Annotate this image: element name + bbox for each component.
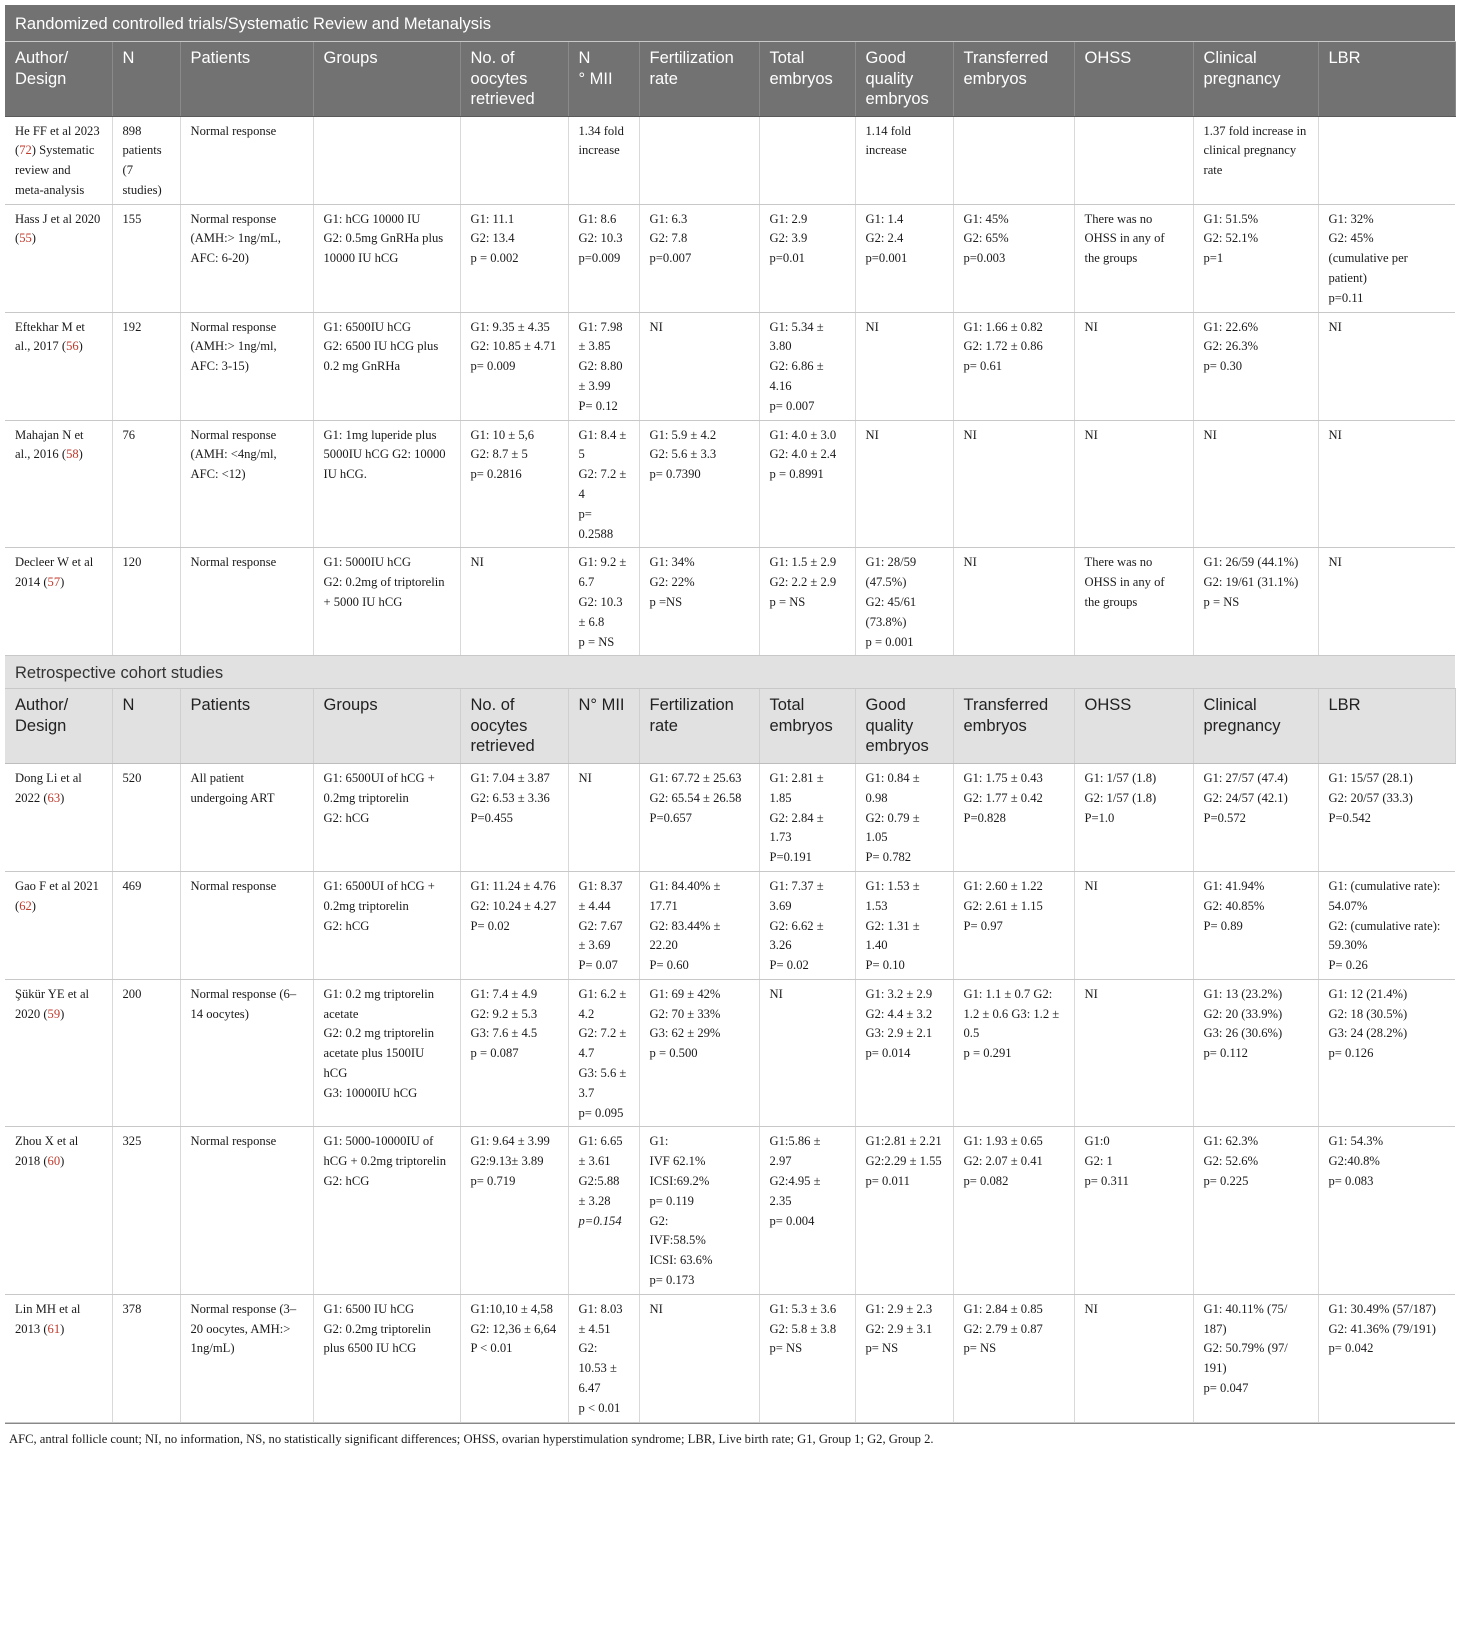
cell-oocytes: G1: 9.64 ± 3.99 G2:9.13± 3.89 p= 0.719 <box>460 1127 568 1294</box>
cell-clinical-pregnancy: NI <box>1193 420 1318 548</box>
cell-fertilization <box>639 116 759 204</box>
cell-transferred: G1: 1.93 ± 0.65 G2: 2.07 ± 0.41 p= 0.082 <box>953 1127 1074 1294</box>
cell-lbr: G1: 15/57 (28.1) G2: 20/57 (33.3) P=0.542 <box>1318 763 1455 871</box>
table-row <box>5 979 1455 1127</box>
cell-transferred: G1: 1.75 ± 0.43 G2: 1.77 ± 0.42 P=0.828 <box>953 763 1074 871</box>
cell-oocytes: G1: 7.4 ± 4.9 G2: 9.2 ± 5.3 G3: 7.6 ± 4.5 p = 0.087 <box>460 979 568 1127</box>
column-header-n: N <box>112 42 180 117</box>
cell-good-quality: G1: 3.2 ± 2.9 G2: 4.4 ± 3.2 G3: 2.9 ± 2.1 p= 0.014 <box>855 979 953 1127</box>
cell-total-embryos: NI <box>759 979 855 1127</box>
cell-author: Hass J et al 2020 (55) <box>5 204 112 312</box>
cell-clinical-pregnancy: G1: 62.3% G2: 52.6% p= 0.225 <box>1193 1127 1318 1294</box>
cell-fertilization: NI <box>639 1294 759 1422</box>
section-title: Retrospective cohort studies <box>5 656 1455 689</box>
table-row <box>5 204 1455 312</box>
cell-n: 325 <box>112 1127 180 1294</box>
cell-mii: G1: 8.4 ± 5 G2: 7.2 ± 4 p= 0.2588 <box>568 420 639 548</box>
cell-groups: G1: 5000IU hCG G2: 0.2mg of triptorelin + 5000 IU hCG <box>313 548 460 656</box>
cell-mii: G1: 8.6 G2: 10.3 p=0.009 <box>568 204 639 312</box>
cell-n: 76 <box>112 420 180 548</box>
cell-ohss: NI <box>1074 312 1193 420</box>
column-header-oocytes: No. of oocytes retrieved <box>460 689 568 764</box>
cell-ohss: NI <box>1074 871 1193 979</box>
cell-ohss <box>1074 116 1193 204</box>
cell-good-quality: G1: 1.4 G2: 2.4 p=0.001 <box>855 204 953 312</box>
cell-author: Dong Li et al 2022 (63) <box>5 763 112 871</box>
reference-link[interactable]: 56 <box>66 339 79 354</box>
cell-n: 898 patients (7 studies) <box>112 116 180 204</box>
cell-n: 200 <box>112 979 180 1127</box>
reference-link[interactable]: 62 <box>19 898 32 913</box>
cell-oocytes: G1: 11.24 ± 4.76 G2: 10.24 ± 4.27 P= 0.02 <box>460 871 568 979</box>
cell-total-embryos: G1: 4.0 ± 3.0 G2: 4.0 ± 2.4 p = 0.8991 <box>759 420 855 548</box>
cell-patients: Normal response (6–14 oocytes) <box>180 979 313 1127</box>
column-header-patients: Patients <box>180 42 313 117</box>
cell-transferred: G1: 1.66 ± 0.82 G2: 1.72 ± 0.86 p= 0.61 <box>953 312 1074 420</box>
cell-n: 469 <box>112 871 180 979</box>
section-cohort <box>5 656 1455 689</box>
table-row <box>5 312 1455 420</box>
cell-fertilization: G1: 5.9 ± 4.2 G2: 5.6 ± 3.3 p= 0.7390 <box>639 420 759 548</box>
cell-good-quality: G1: 0.84 ± 0.98 G2: 0.79 ± 1.05 P= 0.782 <box>855 763 953 871</box>
table-row <box>5 1294 1455 1422</box>
cell-groups: G1: 5000-10000IU of hCG + 0.2mg triptorelin G2: hCG <box>313 1127 460 1294</box>
cell-clinical-pregnancy: G1: 13 (23.2%) G2: 20 (33.9%) G3: 26 (30.6%) p= 0.112 <box>1193 979 1318 1127</box>
table-row <box>5 548 1455 656</box>
column-header-mii: N ° MII <box>568 42 639 117</box>
header-row-rct <box>5 42 1455 117</box>
column-header-clinical-pregnancy: Clinical pregnancy <box>1193 689 1318 764</box>
column-header-author: Author/ Design <box>5 42 112 117</box>
cell-oocytes: G1: 9.35 ± 4.35 G2: 10.85 ± 4.71 p= 0.009 <box>460 312 568 420</box>
reference-link[interactable]: 60 <box>47 1154 61 1169</box>
cell-oocytes: G1: 7.04 ± 3.87 G2: 6.53 ± 3.36 P=0.455 <box>460 763 568 871</box>
cell-lbr: G1: 32% G2: 45% (cumulative per patient) p=0.11 <box>1318 204 1455 312</box>
cell-author: Eftekhar M et al., 2017 (56) <box>5 312 112 420</box>
cell-author: Zhou X et al 2018 (60) <box>5 1127 112 1294</box>
cell-author: Mahajan N et al., 2016 (58) <box>5 420 112 548</box>
cell-patients: Normal response (AMH:> 1ng/ml, AFC: 3-15) <box>180 312 313 420</box>
cell-n: 378 <box>112 1294 180 1422</box>
cell-lbr: NI <box>1318 548 1455 656</box>
cell-clinical-pregnancy: G1: 22.6% G2: 26.3% p= 0.30 <box>1193 312 1318 420</box>
cell-lbr: G1: 54.3% G2:40.8% p= 0.083 <box>1318 1127 1455 1294</box>
cell-fertilization: G1: 6.3 G2: 7.8 p=0.007 <box>639 204 759 312</box>
cell-clinical-pregnancy: G1: 40.11% (75/ 187) G2: 50.79% (97/ 191) p= 0.047 <box>1193 1294 1318 1422</box>
cell-author: Lin MH et al 2013 (61) <box>5 1294 112 1422</box>
reference-link[interactable]: 72 <box>19 143 32 158</box>
cell-ohss: NI <box>1074 420 1193 548</box>
cell-mii: NI <box>568 763 639 871</box>
cell-author: He FF et al 2023 (72) Systematic review and meta-analysis <box>5 116 112 204</box>
cell-fertilization: G1: 67.72 ± 25.63 G2: 65.54 ± 26.58 P=0.657 <box>639 763 759 871</box>
cell-oocytes: G1: 11.1 G2: 13.4 p = 0.002 <box>460 204 568 312</box>
cell-author: Gao F et al 2021 (62) <box>5 871 112 979</box>
section-title: Randomized controlled trials/Systematic Review and Metanalysis <box>5 5 1455 42</box>
cell-groups <box>313 116 460 204</box>
table-row <box>5 116 1455 204</box>
cell-lbr: G1: 30.49% (57/187) G2: 41.36% (79/191) p= 0.042 <box>1318 1294 1455 1422</box>
cell-ohss: G1:0 G2: 1 p= 0.311 <box>1074 1127 1193 1294</box>
cell-ohss: NI <box>1074 1294 1193 1422</box>
cell-patients: Normal response <box>180 871 313 979</box>
cell-groups: G1: 6500 IU hCG G2: 0.2mg triptorelin plus 6500 IU hCG <box>313 1294 460 1422</box>
column-header-clinical-pregnancy: Clinical pregnancy <box>1193 42 1318 117</box>
cell-patients: Normal response <box>180 548 313 656</box>
column-header-fertilization: Fertilization rate <box>639 42 759 117</box>
cell-fertilization: G1: 84.40% ± 17.71 G2: 83.44% ± 22.20 P= 0.60 <box>639 871 759 979</box>
cell-patients: Normal response <box>180 1127 313 1294</box>
column-header-total-embryos: Total embryos <box>759 689 855 764</box>
cell-patients: Normal response <box>180 116 313 204</box>
cell-patients: All patient undergoing ART <box>180 763 313 871</box>
cell-good-quality: 1.14 fold increase <box>855 116 953 204</box>
cell-mii: G1: 7.98 ± 3.85 G2: 8.80 ± 3.99 P= 0.12 <box>568 312 639 420</box>
section-rct <box>5 5 1455 42</box>
column-header-transferred: Transferred embryos <box>953 42 1074 117</box>
cell-good-quality: G1: 1.53 ± 1.53 G2: 1.31 ± 1.40 P= 0.10 <box>855 871 953 979</box>
cell-total-embryos: G1:5.86 ± 2.97 G2:4.95 ± 2.35 p= 0.004 <box>759 1127 855 1294</box>
column-header-mii: N° MII <box>568 689 639 764</box>
column-header-lbr: LBR <box>1318 689 1455 764</box>
cell-oocytes: G1:10,10 ± 4,58 G2: 12,36 ± 6,64 P < 0.01 <box>460 1294 568 1422</box>
cell-total-embryos: G1: 2.81 ± 1.85 G2: 2.84 ± 1.73 P=0.191 <box>759 763 855 871</box>
cell-ohss: NI <box>1074 979 1193 1127</box>
cell-good-quality: NI <box>855 420 953 548</box>
cell-oocytes: G1: 10 ± 5,6 G2: 8.7 ± 5 p= 0.2816 <box>460 420 568 548</box>
table-body <box>5 5 1455 1422</box>
cell-transferred: G1: 45% G2: 65% p=0.003 <box>953 204 1074 312</box>
cell-groups: G1: 0.2 mg triptorelin acetate G2: 0.2 mg triptorelin acetate plus 1500IU hCG G3: 10000IU hCG <box>313 979 460 1127</box>
cell-lbr: G1: 12 (21.4%) G2: 18 (30.5%) G3: 24 (28.2%) p= 0.126 <box>1318 979 1455 1127</box>
header-row-cohort <box>5 689 1455 764</box>
column-header-ohss: OHSS <box>1074 689 1193 764</box>
cell-good-quality: NI <box>855 312 953 420</box>
column-header-lbr: LBR <box>1318 42 1455 117</box>
cell-clinical-pregnancy: 1.37 fold increase in clinical pregnancy rate <box>1193 116 1318 204</box>
cell-transferred: NI <box>953 548 1074 656</box>
cell-lbr: NI <box>1318 312 1455 420</box>
cell-good-quality: G1: 28/59 (47.5%) G2: 45/61 (73.8%) p = 0.001 <box>855 548 953 656</box>
reference-link[interactable]: 59 <box>47 1006 61 1021</box>
cell-groups: G1: 6500IU hCG G2: 6500 IU hCG plus 0.2 mg GnRHa <box>313 312 460 420</box>
cell-n: 192 <box>112 312 180 420</box>
results-table <box>5 5 1456 1423</box>
cell-ohss: There was no OHSS in any of the groups <box>1074 548 1193 656</box>
reference-link[interactable]: 58 <box>66 447 79 462</box>
bottom-rule <box>5 1423 1455 1424</box>
cell-transferred: NI <box>953 420 1074 548</box>
cell-total-embryos: G1: 1.5 ± 2.9 G2: 2.2 ± 2.9 p = NS <box>759 548 855 656</box>
cell-good-quality: G1:2.81 ± 2.21 G2:2.29 ± 1.55 p= 0.011 <box>855 1127 953 1294</box>
cell-author: Decleer W et al 2014 (57) <box>5 548 112 656</box>
cell-ohss: G1: 1/57 (1.8) G2: 1/57 (1.8) P=1.0 <box>1074 763 1193 871</box>
column-header-fertilization: Fertilization rate <box>639 689 759 764</box>
cell-groups: G1: hCG 10000 IU G2: 0.5mg GnRHa plus 10000 IU hCG <box>313 204 460 312</box>
cell-groups: G1: 6500UI of hCG + 0.2mg triptorelin G2: hCG <box>313 763 460 871</box>
cell-oocytes: NI <box>460 548 568 656</box>
cell-fertilization: G1: IVF 62.1% ICSI:69.2% p= 0.119 G2: IVF:58.5% ICSI: 63.6% p= 0.173 <box>639 1127 759 1294</box>
column-header-total-embryos: Total embryos <box>759 42 855 117</box>
reference-link[interactable]: 55 <box>19 231 32 246</box>
cell-good-quality: G1: 2.9 ± 2.3 G2: 2.9 ± 3.1 p= NS <box>855 1294 953 1422</box>
cell-transferred: G1: 2.84 ± 0.85 G2: 2.79 ± 0.87 p= NS <box>953 1294 1074 1422</box>
cell-n: 120 <box>112 548 180 656</box>
cell-patients: Normal response (AMH: <4ng/ml, AFC: <12) <box>180 420 313 548</box>
cell-mii: G1: 9.2 ± 6.7 G2: 10.3 ± 6.8 p = NS <box>568 548 639 656</box>
column-header-patients: Patients <box>180 689 313 764</box>
reference-link[interactable]: 57 <box>47 575 61 590</box>
cell-patients: Normal response (3–20 oocytes, AMH:> 1ng/mL) <box>180 1294 313 1422</box>
cell-clinical-pregnancy: G1: 26/59 (44.1%) G2: 19/61 (31.1%) p = NS <box>1193 548 1318 656</box>
cell-total-embryos: G1: 2.9 G2: 3.9 p=0.01 <box>759 204 855 312</box>
column-header-good-quality: Good quality embryos <box>855 689 953 764</box>
cell-mii: G1: 6.2 ± 4.2 G2: 7.2 ± 4.7 G3: 5.6 ± 3.7 p= 0.095 <box>568 979 639 1127</box>
cell-fertilization: G1: 69 ± 42% G2: 70 ± 33% G3: 62 ± 29% p = 0.500 <box>639 979 759 1127</box>
cell-groups: G1: 6500UI of hCG + 0.2mg triptorelin G2: hCG <box>313 871 460 979</box>
column-header-n: N <box>112 689 180 764</box>
cell-clinical-pregnancy: G1: 51.5% G2: 52.1% p=1 <box>1193 204 1318 312</box>
cell-fertilization: NI <box>639 312 759 420</box>
cell-fertilization: G1: 34% G2: 22% p =NS <box>639 548 759 656</box>
cell-mii: G1: 8.03 ± 4.51 G2: 10.53 ± 6.47 p < 0.01 <box>568 1294 639 1422</box>
cell-mii: G1: 8.37 ± 4.44 G2: 7.67 ± 3.69 P= 0.07 <box>568 871 639 979</box>
column-header-author: Author/ Design <box>5 689 112 764</box>
cell-transferred <box>953 116 1074 204</box>
cell-ohss: There was no OHSS in any of the groups <box>1074 204 1193 312</box>
cell-n: 520 <box>112 763 180 871</box>
column-header-groups: Groups <box>313 42 460 117</box>
cell-oocytes <box>460 116 568 204</box>
cell-clinical-pregnancy: G1: 27/57 (47.4) G2: 24/57 (42.1) P=0.572 <box>1193 763 1318 871</box>
reference-link[interactable]: 61 <box>47 1321 61 1336</box>
cell-lbr <box>1318 116 1455 204</box>
cell-lbr: NI <box>1318 420 1455 548</box>
table-row <box>5 763 1455 871</box>
cell-n: 155 <box>112 204 180 312</box>
cell-clinical-pregnancy: G1: 41.94% G2: 40.85% P= 0.89 <box>1193 871 1318 979</box>
cell-total-embryos: G1: 5.34 ± 3.80 G2: 6.86 ± 4.16 p= 0.007 <box>759 312 855 420</box>
cell-total-embryos: G1: 5.3 ± 3.6 G2: 5.8 ± 3.8 p= NS <box>759 1294 855 1422</box>
cell-transferred: G1: 2.60 ± 1.22 G2: 2.61 ± 1.15 P= 0.97 <box>953 871 1074 979</box>
table-row <box>5 1127 1455 1294</box>
column-header-ohss: OHSS <box>1074 42 1193 117</box>
table-row <box>5 420 1455 548</box>
table-footnote: AFC, antral follicle count; NI, no information, NS, no statistically significant differences; OHSS, ovarian hyperstimulation syndrome; LBR, Live birth rate; G1, Group 1; G2, Group 2. <box>9 1431 934 1446</box>
column-header-good-quality: Good quality embryos <box>855 42 953 117</box>
cell-mii: 1.34 fold increase <box>568 116 639 204</box>
column-header-groups: Groups <box>313 689 460 764</box>
reference-link[interactable]: 63 <box>47 790 61 805</box>
cell-patients: Normal response (AMH:> 1ng/mL, AFC: 6-20) <box>180 204 313 312</box>
cell-groups: G1: 1mg luperide plus 5000IU hCG G2: 10000 IU hCG. <box>313 420 460 548</box>
column-header-oocytes: No. of oocytes retrieved <box>460 42 568 117</box>
cell-mii: G1: 6.65 ± 3.61 G2:5.88 ± 3.28 p=0.154 <box>568 1127 639 1294</box>
table-row <box>5 871 1455 979</box>
cell-transferred: G1: 1.1 ± 0.7 G2: 1.2 ± 0.6 G3: 1.2 ± 0.5 p = 0.291 <box>953 979 1074 1127</box>
cell-total-embryos: G1: 7.37 ± 3.69 G2: 6.62 ± 3.26 P= 0.02 <box>759 871 855 979</box>
cell-lbr: G1: (cumulative rate): 54.07% G2: (cumulative rate): 59.30% P= 0.26 <box>1318 871 1455 979</box>
cell-author: Şükür YE et al 2020 (59) <box>5 979 112 1127</box>
cell-total-embryos <box>759 116 855 204</box>
results-table-container <box>5 5 1455 1447</box>
column-header-transferred: Transferred embryos <box>953 689 1074 764</box>
